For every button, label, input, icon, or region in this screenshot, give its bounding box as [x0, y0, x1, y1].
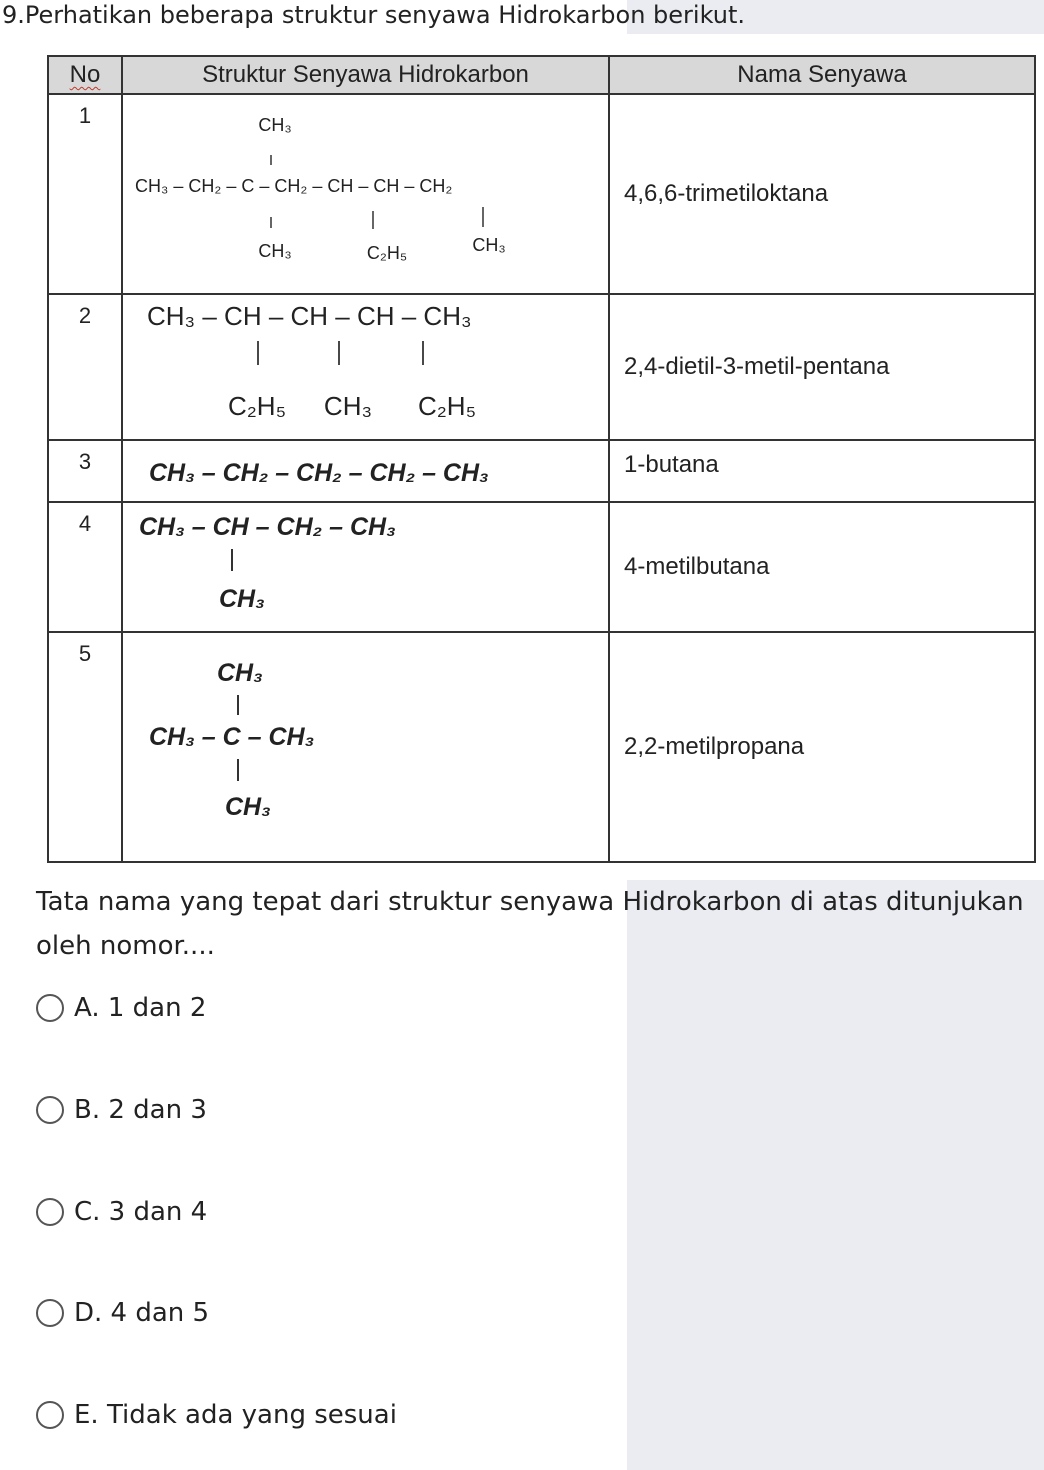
structure-main-chain: CH₃ – CH – CH₂ – CH₃ [139, 513, 396, 541]
question-title: 9.Perhatikan beberapa struktur senyawa Hidrokarbon berikut. [2, 1, 745, 29]
structure-cell [122, 502, 609, 632]
option-label: C. 3 dan 4 [74, 1197, 208, 1227]
structure-substituent: CH₃ [219, 585, 265, 613]
structure-main-chain: CH₃ – CH – CH – CH – CH₃ [147, 301, 472, 331]
row-number: 2 [48, 294, 122, 440]
structure-cell [122, 440, 609, 502]
header-no: No [48, 56, 122, 94]
option-d[interactable] [36, 1297, 209, 1329]
option-a[interactable] [36, 992, 206, 1024]
background-panel [627, 880, 1044, 1470]
structure-diagram [123, 441, 608, 501]
table-row [48, 502, 1035, 632]
structure-diagram [123, 503, 608, 631]
compound-name: 4-metilbutana [609, 502, 1035, 632]
table-header-row [48, 56, 1035, 94]
option-label: A. 1 dan 2 [74, 993, 207, 1023]
row-number: 3 [48, 440, 122, 502]
compound-name: 2,4-dietil-3-metil-pentana [609, 294, 1035, 440]
structure-top-group: CH₃ [217, 659, 263, 687]
structure-top-group: CH₃ [258, 115, 292, 135]
radio-icon[interactable] [36, 994, 64, 1022]
structure-substituent: CH₃ [472, 235, 506, 255]
structure-substituent: C₂H₅ [417, 391, 477, 421]
radio-icon[interactable] [36, 1096, 64, 1124]
table-row [48, 440, 1035, 502]
structure-diagram [123, 95, 608, 293]
structure-substituent: C₂H₅ [227, 391, 287, 421]
radio-icon[interactable] [36, 1299, 64, 1327]
hydrocarbon-table [47, 55, 1036, 863]
compound-name: 1-butana [609, 440, 1035, 502]
structure-main-chain: CH₃ – CH₂ – C – CH₂ – CH – CH – CH₂ [135, 176, 453, 196]
row-number: 5 [48, 632, 122, 862]
structure-main-chain: CH₃ – CH₂ – CH₂ – CH₂ – CH₃ [149, 459, 489, 487]
structure-substituent: C₂H₅ [366, 243, 408, 263]
row-number: 1 [48, 94, 122, 294]
structure-cell [122, 94, 609, 294]
option-label: E. Tidak ada yang sesuai [74, 1400, 397, 1430]
header-structure: Struktur Senyawa Hidrokarbon [122, 56, 609, 94]
row-number: 4 [48, 502, 122, 632]
radio-icon[interactable] [36, 1401, 64, 1429]
question-text: Tata nama yang tepat dari struktur senyawa Hidrokarbon di atas ditunjukan oleh nomor.... [36, 887, 1024, 961]
option-label: B. 2 dan 3 [74, 1095, 207, 1125]
structure-cell [122, 632, 609, 862]
table-row [48, 632, 1035, 862]
structure-cell [122, 294, 609, 440]
structure-diagram [123, 295, 608, 439]
structure-substituent: CH₃ [323, 391, 373, 421]
compound-name: 4,6,6-trimetiloktana [609, 94, 1035, 294]
option-c[interactable] [36, 1196, 207, 1228]
option-label: D. 4 dan 5 [74, 1298, 210, 1328]
structure-substituent: CH₃ [225, 793, 271, 821]
structure-diagram [123, 633, 608, 861]
option-e[interactable] [36, 1399, 397, 1431]
structure-main-chain: CH₃ – C – CH₃ [149, 723, 315, 751]
radio-icon[interactable] [36, 1198, 64, 1226]
structure-substituent: CH₃ [258, 241, 292, 261]
option-b[interactable] [36, 1094, 207, 1126]
table-row [48, 94, 1035, 294]
table-row [48, 294, 1035, 440]
header-name: Nama Senyawa [609, 56, 1035, 94]
compound-name: 2,2-metilpropana [609, 632, 1035, 862]
